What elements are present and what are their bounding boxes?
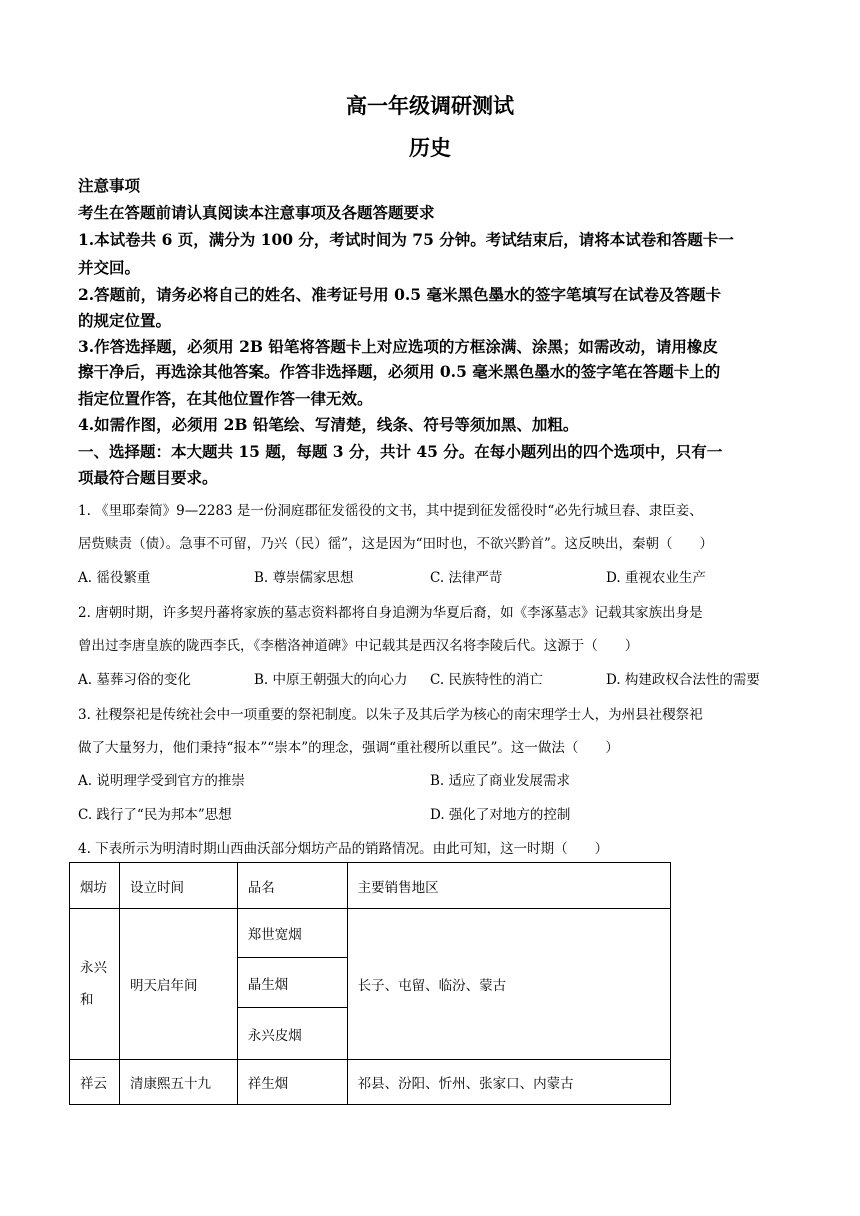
notice-item-3-line-3: 指定位置作答，在其他位置作答一律无效。 [78, 389, 373, 408]
notice-item-2-line-2: 的规定位置。 [78, 311, 172, 330]
notice-item-2-line-1: 2.答题前，请务必将自己的姓名、准考证号用 0.5 毫米黑色墨水的签字笔填写在试卷及答题卡 [78, 285, 721, 304]
shop-name-line: 和 [80, 992, 94, 1008]
table-cell-product: 祥生烟 [237, 1060, 347, 1105]
table-header-cell: 烟坊 [70, 863, 120, 909]
notice-item-1-line-1: 1.本试卷共 6 页，满分为 100 分，考试时间为 75 分钟。考试结束后，请将本试卷和答题卡一 [78, 230, 734, 249]
question-2-line-2: 曾出过李唐皇族的陇西李氏，《李楷洛神道碑》中记载其是西汉名将李陵后代。这源于（ ） [78, 638, 639, 654]
question-3-option-c[interactable]: C. 践行了“民为邦本”思想 [78, 807, 232, 823]
table-cell-product: 永兴皮烟 [237, 1008, 347, 1060]
notice-item-1-line-2: 并交回。 [78, 258, 141, 277]
table-header-cell: 主要销售地区 [347, 863, 670, 909]
subject-title: 历史 [409, 135, 451, 160]
table-cell-shop: 祥云 [70, 1060, 120, 1105]
shop-name-line: 永兴 [80, 960, 107, 976]
table-cell-product: 郑世宽烟 [237, 909, 347, 958]
section-heading-line-2: 项最符合题目要求。 [78, 468, 218, 487]
question-2-option-b[interactable]: B. 中原王朝强大的向心力 [254, 672, 408, 688]
table-cell-region: 祁县、汾阳、忻州、张家口、内蒙古 [347, 1060, 670, 1105]
table-cell-shop [70, 909, 120, 1060]
tobacco-shop-table [69, 862, 671, 1105]
question-1-line-2: 居赀赎责（债）。急事不可留，乃兴（民）徭”，这是因为“田时也，不欲兴黔首”。这反映出，秦朝（ ） [78, 536, 713, 552]
table-header-cell: 设立时间 [119, 863, 237, 909]
question-3-option-b[interactable]: B. 适应了商业发展需求 [430, 773, 571, 789]
notice-intro: 考生在答题前请认真阅读本注意事项及各题答题要求 [78, 203, 435, 222]
notice-item-4: 4.如需作图，必须用 2B 铅笔绘、写清楚，线条、符号等须加黑、加粗。 [78, 415, 579, 434]
question-1-line-1: 1. 《里耶秦简》9—2283 是一份洞庭郡征发徭役的文书，其中提到征发徭役时“必先行城旦舂、隶臣妾、 [78, 503, 703, 519]
table-cell-product: 晶生烟 [237, 958, 347, 1008]
table-cell-time: 清康熙五十九 [119, 1060, 237, 1105]
table-header-cell: 品名 [237, 863, 347, 909]
question-1-option-c[interactable]: C. 法律严苛 [430, 570, 503, 586]
question-1-option-b[interactable]: B. 尊崇儒家思想 [254, 570, 354, 586]
question-2-option-c[interactable]: C. 民族特性的消亡 [430, 672, 543, 688]
notice-item-3-line-2: 擦干净后，再选涂其他答案。作答非选择题，必须用 0.5 毫米黑色墨水的签字笔在答题卡上的 [78, 362, 721, 381]
question-3-option-a[interactable]: A. 说明理学受到官方的推崇 [78, 773, 245, 789]
question-1-option-d[interactable]: D. 重视农业生产 [606, 570, 706, 586]
table-cell-time: 明天启年间 [119, 909, 237, 1060]
question-3-line-1: 3. 社稷祭祀是传统社会中一项重要的祭祀制度。以朱子及其后学为核心的南宋理学士人，为州县社稷祭祀 [78, 707, 703, 723]
notice-item-3-line-1: 3.作答选择题，必须用 2B 铅笔将答题卡上对应选项的方框涂满、涂黑；如需改动，请用橡皮 [78, 337, 718, 356]
table-row [70, 909, 671, 958]
section-heading-line-1: 一、选择题：本大题共 15 题，每题 3 分，共计 45 分。在每小题列出的四个选项中，只有一 [78, 442, 723, 461]
question-1-option-a[interactable]: A. 徭役繁重 [78, 570, 151, 586]
question-2-option-d[interactable]: D. 构建政权合法性的需要 [606, 672, 760, 688]
table-row [70, 1060, 671, 1105]
notice-heading: 注意事项 [78, 176, 141, 195]
question-4-line-1: 4. 下表所示为明清时期山西曲沃部分烟坊产品的销路情况。由此可知，这一时期（ ） [78, 841, 609, 857]
table-cell-region: 长子、屯留、临汾、蒙古 [347, 909, 670, 1060]
exam-title: 高一年级调研测试 [346, 93, 514, 118]
question-3-line-2: 做了大量努力，他们秉持“报本”“崇本”的理念，强调“重社稷所以重民”。这一做法（ ） [78, 740, 619, 756]
question-2-option-a[interactable]: A. 墓葬习俗的变化 [78, 672, 191, 688]
question-2-line-1: 2. 唐朝时期，许多契丹蕃将家族的墓志资料都将自身追溯为华夏后裔，如《李涿墓志》记载其家族出身是 [78, 605, 703, 621]
table-header-row [70, 863, 671, 909]
question-3-option-d[interactable]: D. 强化了对地方的控制 [430, 807, 571, 823]
